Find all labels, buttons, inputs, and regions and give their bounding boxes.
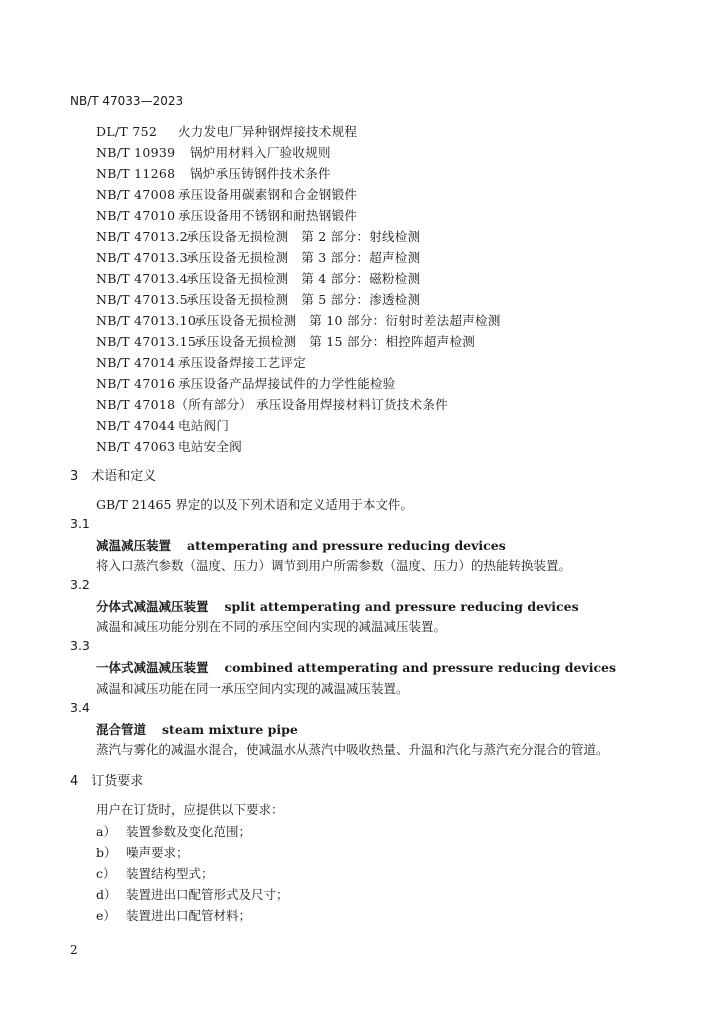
reference-item bbox=[96, 416, 229, 434]
list-marker: c） bbox=[96, 866, 116, 881]
reference-item bbox=[96, 269, 420, 287]
reference-title: 承压设备焊接工艺评定 bbox=[178, 355, 307, 370]
list-item bbox=[96, 885, 289, 903]
term-english: steam mixture pipe bbox=[162, 722, 298, 737]
term-number: 3.2 bbox=[70, 577, 90, 592]
reference-title: 承压设备用不锈钢和耐热钢锻件 bbox=[178, 208, 358, 223]
reference-title: 承压设备无损检测 第 3 部分：超声检测 bbox=[186, 250, 421, 265]
reference-code: NB/T 47063 bbox=[96, 439, 176, 454]
reference-item bbox=[96, 374, 396, 392]
term-definition: 将入口蒸汽参数（温度、压力）调节到用户所需参数（温度、压力）的热能转换装置。 bbox=[96, 558, 572, 573]
term-heading bbox=[96, 597, 579, 615]
list-text: 噪声要求； bbox=[126, 845, 189, 860]
reference-item bbox=[96, 143, 331, 161]
reference-item bbox=[96, 248, 420, 266]
reference-code: NB/T 11268 bbox=[96, 166, 176, 181]
reference-item bbox=[96, 206, 357, 224]
reference-item bbox=[96, 122, 357, 140]
list-item bbox=[96, 822, 251, 840]
page-number: 2 bbox=[70, 943, 78, 957]
reference-title: 电站阀门 bbox=[178, 418, 230, 433]
reference-title: 锅炉用材料入厂验收规则 bbox=[190, 145, 331, 160]
term-english: attemperating and pressure reducing devices bbox=[187, 538, 506, 553]
reference-code: NB/T 47010 bbox=[96, 208, 176, 223]
reference-item bbox=[96, 290, 420, 308]
reference-title: 承压设备无损检测 第 4 部分：磁粉检测 bbox=[186, 271, 421, 286]
reference-title: 承压设备无损检测 第 15 部分：相控阵超声检测 bbox=[194, 334, 476, 349]
list-marker: a） bbox=[96, 824, 116, 839]
section-3-title: 3 术语和定义 bbox=[70, 469, 157, 484]
list-marker: b） bbox=[96, 845, 117, 860]
term-heading bbox=[96, 536, 506, 554]
list-text: 装置参数及变化范围； bbox=[126, 824, 252, 839]
reference-title: 承压设备用碳素钢和合金钢锻件 bbox=[178, 187, 358, 202]
list-item bbox=[96, 843, 189, 861]
reference-title: 火力发电厂异种钢焊接技术规程 bbox=[178, 124, 358, 139]
term-number: 3.1 bbox=[70, 516, 90, 531]
reference-code: DL/T 752 bbox=[96, 124, 158, 139]
term-english: split attemperating and pressure reducing devices bbox=[224, 599, 579, 614]
reference-code: NB/T 47013.4 bbox=[96, 271, 188, 286]
term-number: 3.4 bbox=[70, 700, 90, 715]
list-text: 装置进出口配管形式及尺寸； bbox=[126, 887, 289, 902]
term-definition: 减温和减压功能分别在不同的承压空间内实现的减温减压装置。 bbox=[96, 619, 447, 634]
section-3-intro: GB/T 21465 界定的以及下列术语和定义适用于本文件。 bbox=[96, 497, 413, 512]
reference-item bbox=[96, 227, 420, 245]
reference-item bbox=[96, 437, 242, 455]
reference-item bbox=[96, 164, 331, 182]
reference-title: 电站安全阀 bbox=[178, 439, 243, 454]
reference-code: NB/T 47044 bbox=[96, 418, 176, 433]
reference-code: NB/T 47013.5 bbox=[96, 292, 188, 307]
term-definition: 蒸汽与雾化的减温水混合，使减温水从蒸汽中吸收热量、升温和汽化与蒸汽充分混合的管道。 bbox=[96, 742, 609, 757]
term-chinese: 分体式减温减压装置 bbox=[96, 599, 209, 614]
term-english: combined attemperating and pressure reducing devices bbox=[224, 660, 617, 675]
document-header-code: NB/T 47033—2023 bbox=[70, 94, 184, 108]
reference-title: 锅炉承压铸钢件技术条件 bbox=[190, 166, 331, 181]
list-item bbox=[96, 864, 214, 882]
reference-item bbox=[96, 395, 448, 413]
reference-title: 承压设备用焊接材料订货技术条件 bbox=[256, 397, 449, 412]
term-heading bbox=[96, 720, 298, 738]
reference-code: NB/T 47013.3 bbox=[96, 250, 188, 265]
reference-title: 承压设备无损检测 第 5 部分：渗透检测 bbox=[186, 292, 421, 307]
reference-title: 承压设备无损检测 第 10 部分：衍射时差法超声检测 bbox=[194, 313, 501, 328]
term-definition: 减温和减压功能在同一承压空间内实现的减温减压装置。 bbox=[96, 681, 409, 696]
reference-title: 承压设备产品焊接试件的力学性能检验 bbox=[178, 376, 396, 391]
list-text: 装置结构型式； bbox=[126, 866, 214, 881]
reference-item bbox=[96, 353, 306, 371]
reference-code: NB/T 47016 bbox=[96, 376, 176, 391]
reference-code: NB/T 47013.15 bbox=[96, 334, 197, 349]
reference-item bbox=[96, 185, 357, 203]
reference-code: NB/T 47018（所有部分） bbox=[96, 397, 253, 412]
section-4-title: 4 订货要求 bbox=[70, 774, 144, 789]
list-item bbox=[96, 906, 251, 924]
reference-code: NB/T 10939 bbox=[96, 145, 176, 160]
term-chinese: 减温减压装置 bbox=[96, 538, 172, 553]
reference-code: NB/T 47014 bbox=[96, 355, 176, 370]
reference-code: NB/T 47013.10 bbox=[96, 313, 197, 328]
list-marker: d） bbox=[96, 887, 117, 902]
reference-code: NB/T 47013.2 bbox=[96, 229, 188, 244]
reference-title: 承压设备无损检测 第 2 部分：射线检测 bbox=[186, 229, 421, 244]
reference-item bbox=[96, 311, 501, 329]
term-heading bbox=[96, 658, 616, 676]
section-4-intro: 用户在订货时，应提供以下要求： bbox=[96, 802, 284, 817]
reference-code: NB/T 47008 bbox=[96, 187, 176, 202]
term-chinese: 混合管道 bbox=[96, 722, 147, 737]
list-text: 装置进出口配管材料； bbox=[126, 908, 252, 923]
term-chinese: 一体式减温减压装置 bbox=[96, 660, 209, 675]
list-marker: e） bbox=[96, 908, 116, 923]
term-number: 3.3 bbox=[70, 638, 90, 653]
reference-item bbox=[96, 332, 475, 350]
